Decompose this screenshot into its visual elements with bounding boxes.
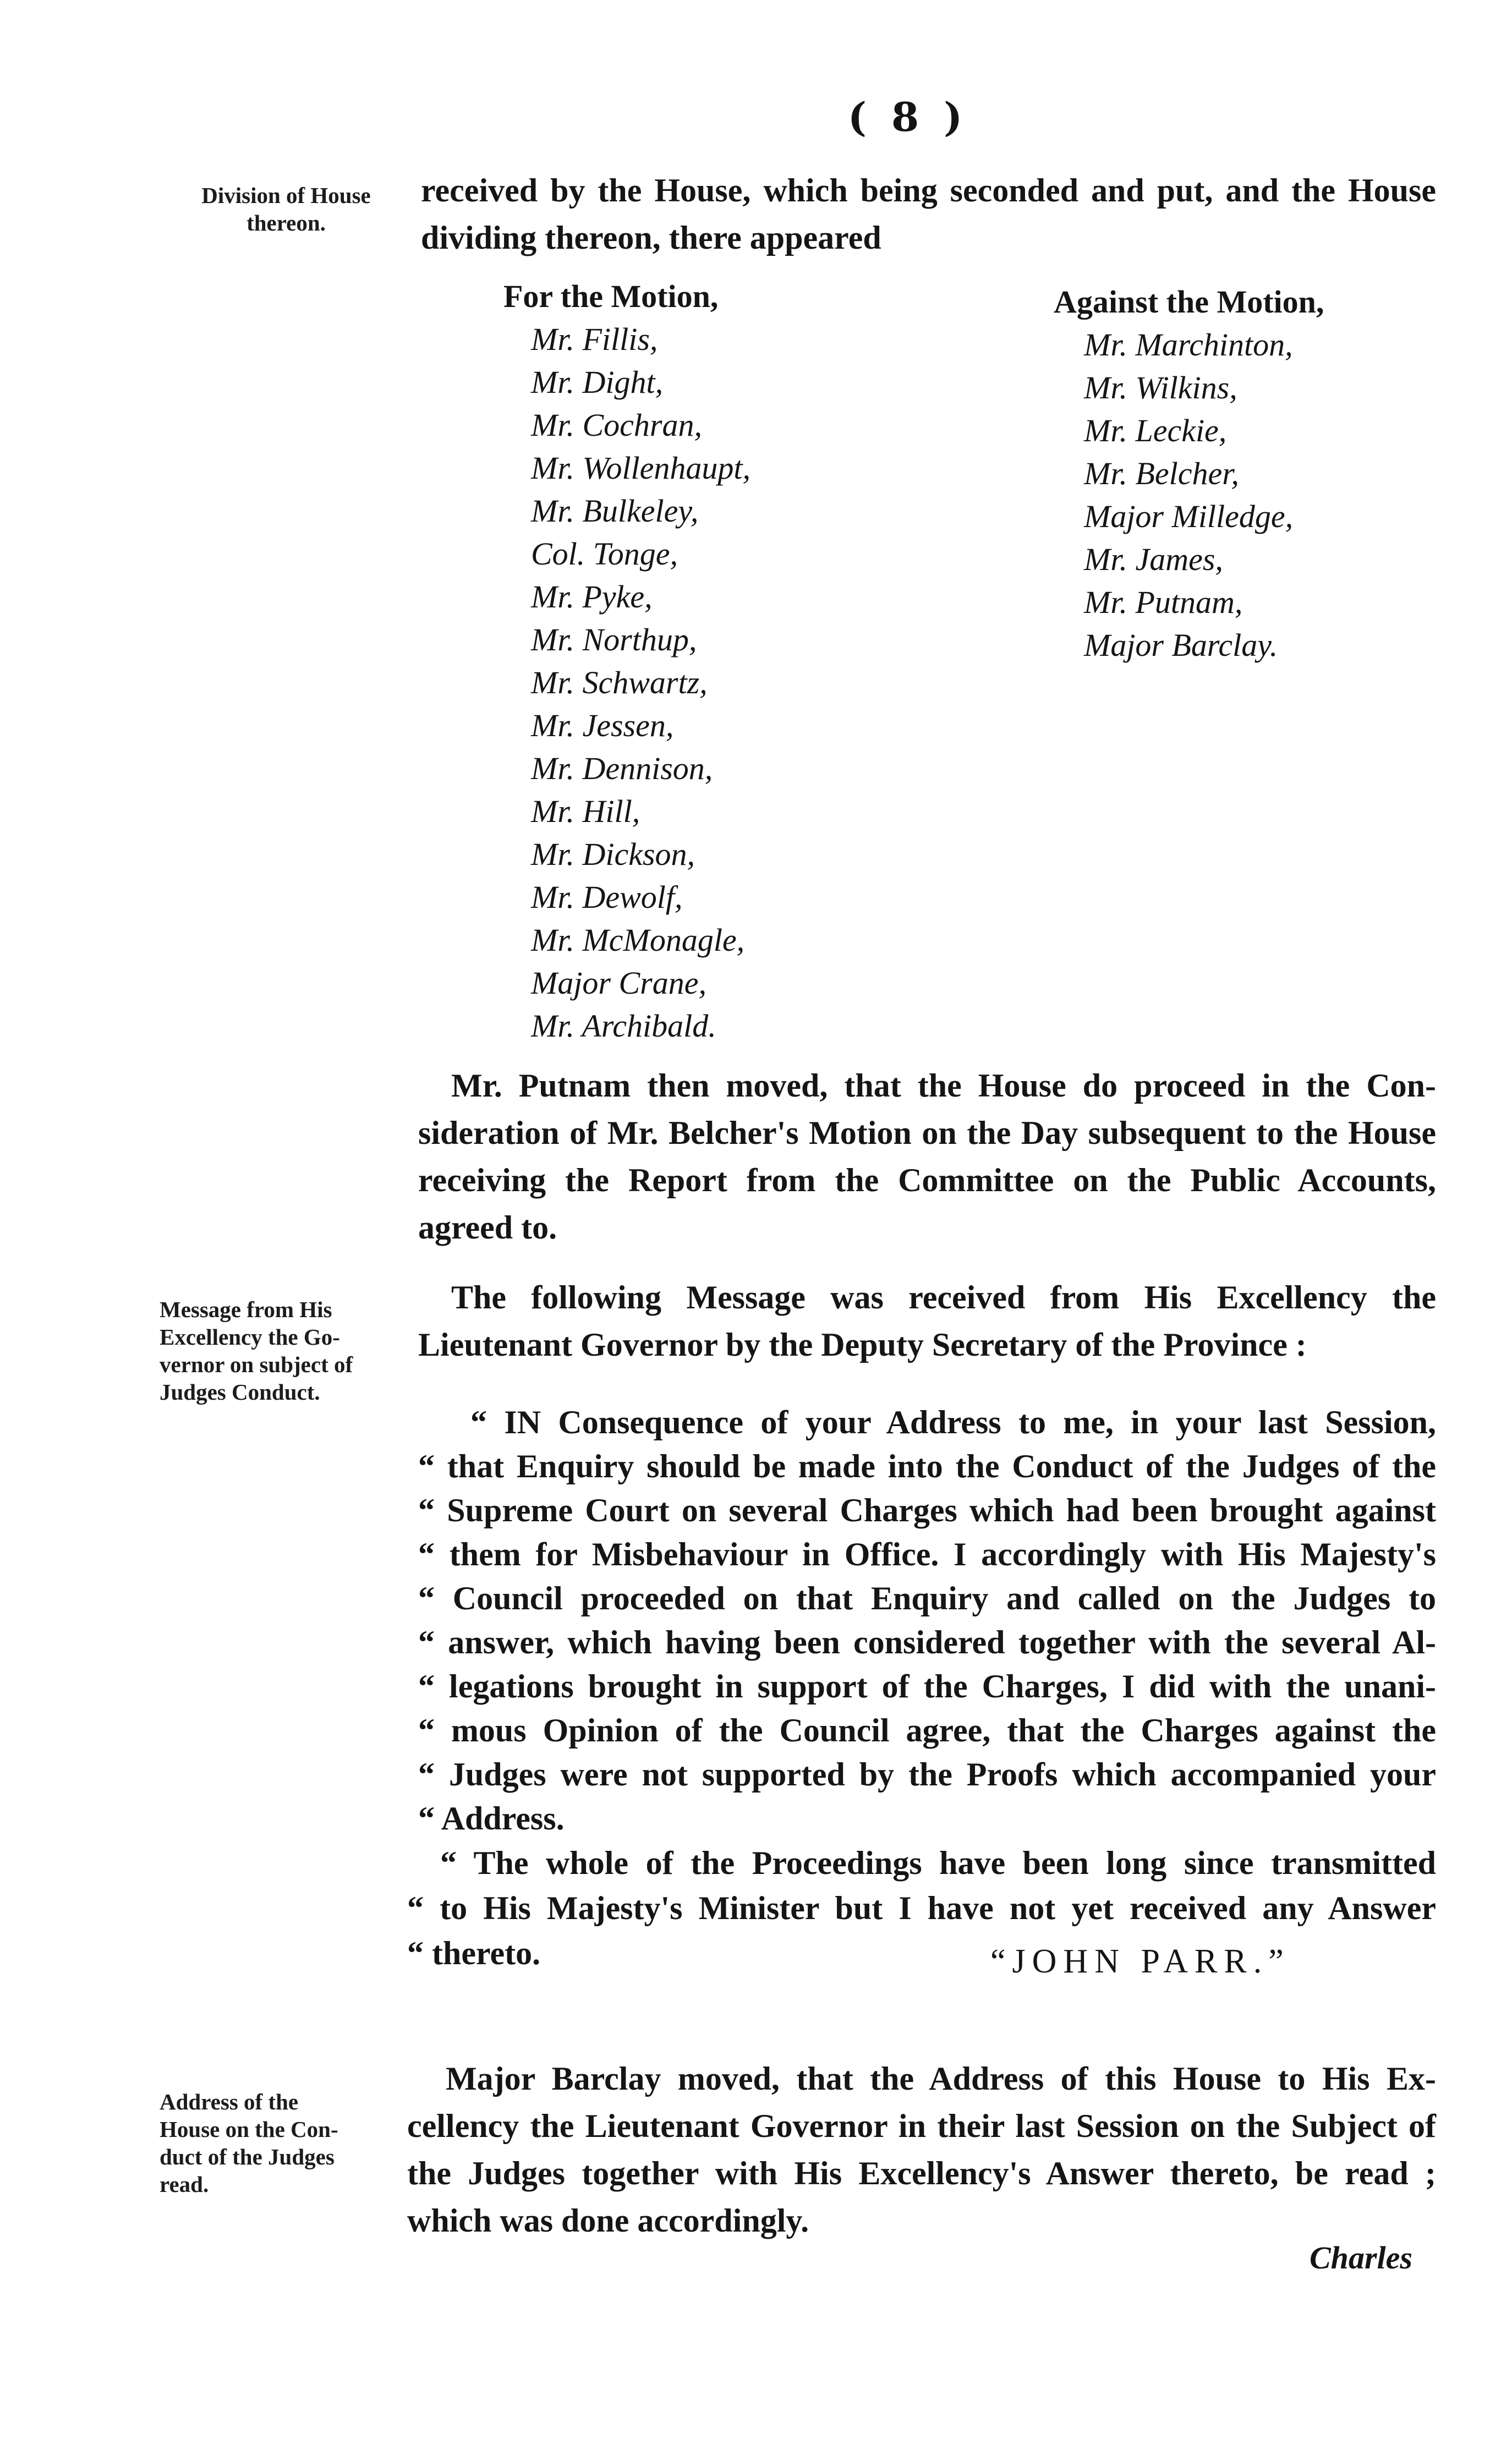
vote-name: Mr. Bulkeley, [531, 493, 699, 529]
text-line: “ thereto. [407, 1935, 541, 1971]
vote-name: Major Milledge, [1084, 498, 1294, 534]
margin-note-address [160, 2088, 413, 2198]
margin-note-line: Division of House [201, 183, 371, 208]
text-line: dividing thereon, there appeared [421, 220, 881, 256]
text-line: “ Council proceeded on that Enquiry and called on the Judges to [418, 1580, 1436, 1616]
message-intro-paragraph [418, 1274, 1436, 1368]
text-line: the Judges together with His Excellency's Answer thereto, be read ; [407, 2155, 1436, 2191]
vote-name: Mr. Jessen, [531, 708, 674, 743]
vote-name: Col. Tonge, [531, 536, 678, 572]
text-line: “ them for Misbehaviour in Office. I accordingly with His Majesty's [418, 1536, 1436, 1572]
intro-paragraph [421, 167, 1436, 261]
text-line: “ The whole of the Proceedings have been long since transmitted [440, 1845, 1436, 1881]
margin-note-line: thereon. [246, 210, 326, 235]
signature: “JOHN PARR.” [990, 1943, 1290, 1980]
margin-note-message [160, 1296, 413, 1406]
margin-note-division [165, 182, 407, 237]
vote-name: Mr. Hill, [531, 793, 640, 829]
vote-for-column [503, 275, 750, 1048]
text-line: Major Barclay moved, that the Address of this House to His Ex- [446, 2060, 1436, 2097]
text-line: agreed to. [418, 1209, 557, 1246]
barclay-motion-paragraph [407, 2055, 1436, 2244]
text-line: “ that Enquiry should be made into the Conduct of the Judges of the [418, 1448, 1436, 1484]
catchword: Charles [1310, 2240, 1412, 2276]
vote-for-heading: For the Motion, [503, 278, 719, 314]
vote-name: Mr. Belcher, [1084, 456, 1239, 491]
vote-against-heading: Against the Motion, [1054, 284, 1324, 320]
vote-name: Mr. Cochran, [531, 407, 702, 443]
vote-against-column [1054, 281, 1324, 667]
text-line: sideration of Mr. Belcher's Motion on the Day subsequent to the House [418, 1115, 1436, 1151]
vote-name: Mr. Marchinton, [1084, 327, 1293, 363]
text-line: “ mous Opinion of the Council agree, that the Charges against the [418, 1712, 1436, 1749]
page-number: ( 8 ) [847, 94, 968, 140]
margin-note-line: Address of the [160, 2089, 299, 2114]
putnam-motion-paragraph [418, 1062, 1436, 1251]
vote-name: Mr. Archibald. [531, 1008, 716, 1044]
margin-note-line: duct of the Judges [160, 2144, 335, 2169]
text-line: “ to His Majesty's Minister but I have not yet received any Answer [407, 1890, 1436, 1926]
message-body-paragraph [418, 1400, 1436, 1840]
text-line: which was done accordingly. [407, 2202, 809, 2239]
vote-name: Major Crane, [531, 965, 706, 1001]
vote-name: Mr. Fillis, [531, 321, 658, 357]
margin-note-line: Message from His [160, 1297, 332, 1322]
vote-name: Mr. Dewolf, [531, 879, 683, 915]
vote-name: Mr. Leckie, [1084, 413, 1227, 448]
vote-name: Mr. Putnam, [1084, 584, 1243, 620]
margin-note-line: vernor on subject of [160, 1352, 353, 1377]
vote-name: Mr. James, [1084, 541, 1223, 577]
text-line: cellency the Lieutenant Governor in their last Session on the Subject of [407, 2108, 1436, 2144]
vote-name: Mr. Schwartz, [531, 665, 708, 700]
text-line: The following Message was received from His Excellency the [451, 1279, 1436, 1316]
vote-name: Mr. McMonagle, [531, 922, 745, 958]
text-line: “ IN Consequence of your Address to me, in your last Session, [470, 1404, 1436, 1440]
vote-name: Mr. Dennison, [531, 750, 713, 786]
text-line: “ legations brought in support of the Charges, I did with the unani- [418, 1668, 1436, 1704]
text-line: Lieutenant Governor by the Deputy Secretary of the Province : [418, 1327, 1307, 1363]
vote-against-list [1054, 324, 1324, 667]
vote-name: Mr. Northup, [531, 622, 697, 657]
vote-name: Mr. Wilkins, [1084, 370, 1237, 405]
margin-note-line: Judges Conduct. [160, 1379, 320, 1405]
margin-note-line: read. [160, 2172, 209, 2197]
vote-name: Mr. Pyke, [531, 579, 653, 615]
margin-note-line: House on the Con- [160, 2117, 338, 2142]
vote-name: Mr. Wollenhaupt, [531, 450, 751, 486]
text-line: receiving the Report from the Committee on the Public Accounts, [418, 1162, 1436, 1198]
vote-name: Mr. Dight, [531, 364, 664, 400]
vote-name: Major Barclay. [1084, 627, 1278, 663]
vote-name: Mr. Dickson, [531, 836, 695, 872]
text-line: “ Judges were not supported by the Proofs which accompanied your [418, 1756, 1436, 1793]
text-line: received by the House, which being seconded and put, and the House [421, 172, 1436, 209]
text-line: Mr. Putnam then moved, that the House do proceed in the Con- [451, 1067, 1436, 1104]
margin-note-line: Excellency the Go- [160, 1324, 340, 1350]
text-line: “ Address. [418, 1800, 565, 1837]
text-line: “ answer, which having been considered together with the several Al- [418, 1624, 1436, 1660]
vote-for-list [503, 318, 750, 1048]
text-line: “ Supreme Court on several Charges which had been brought against [418, 1492, 1436, 1528]
